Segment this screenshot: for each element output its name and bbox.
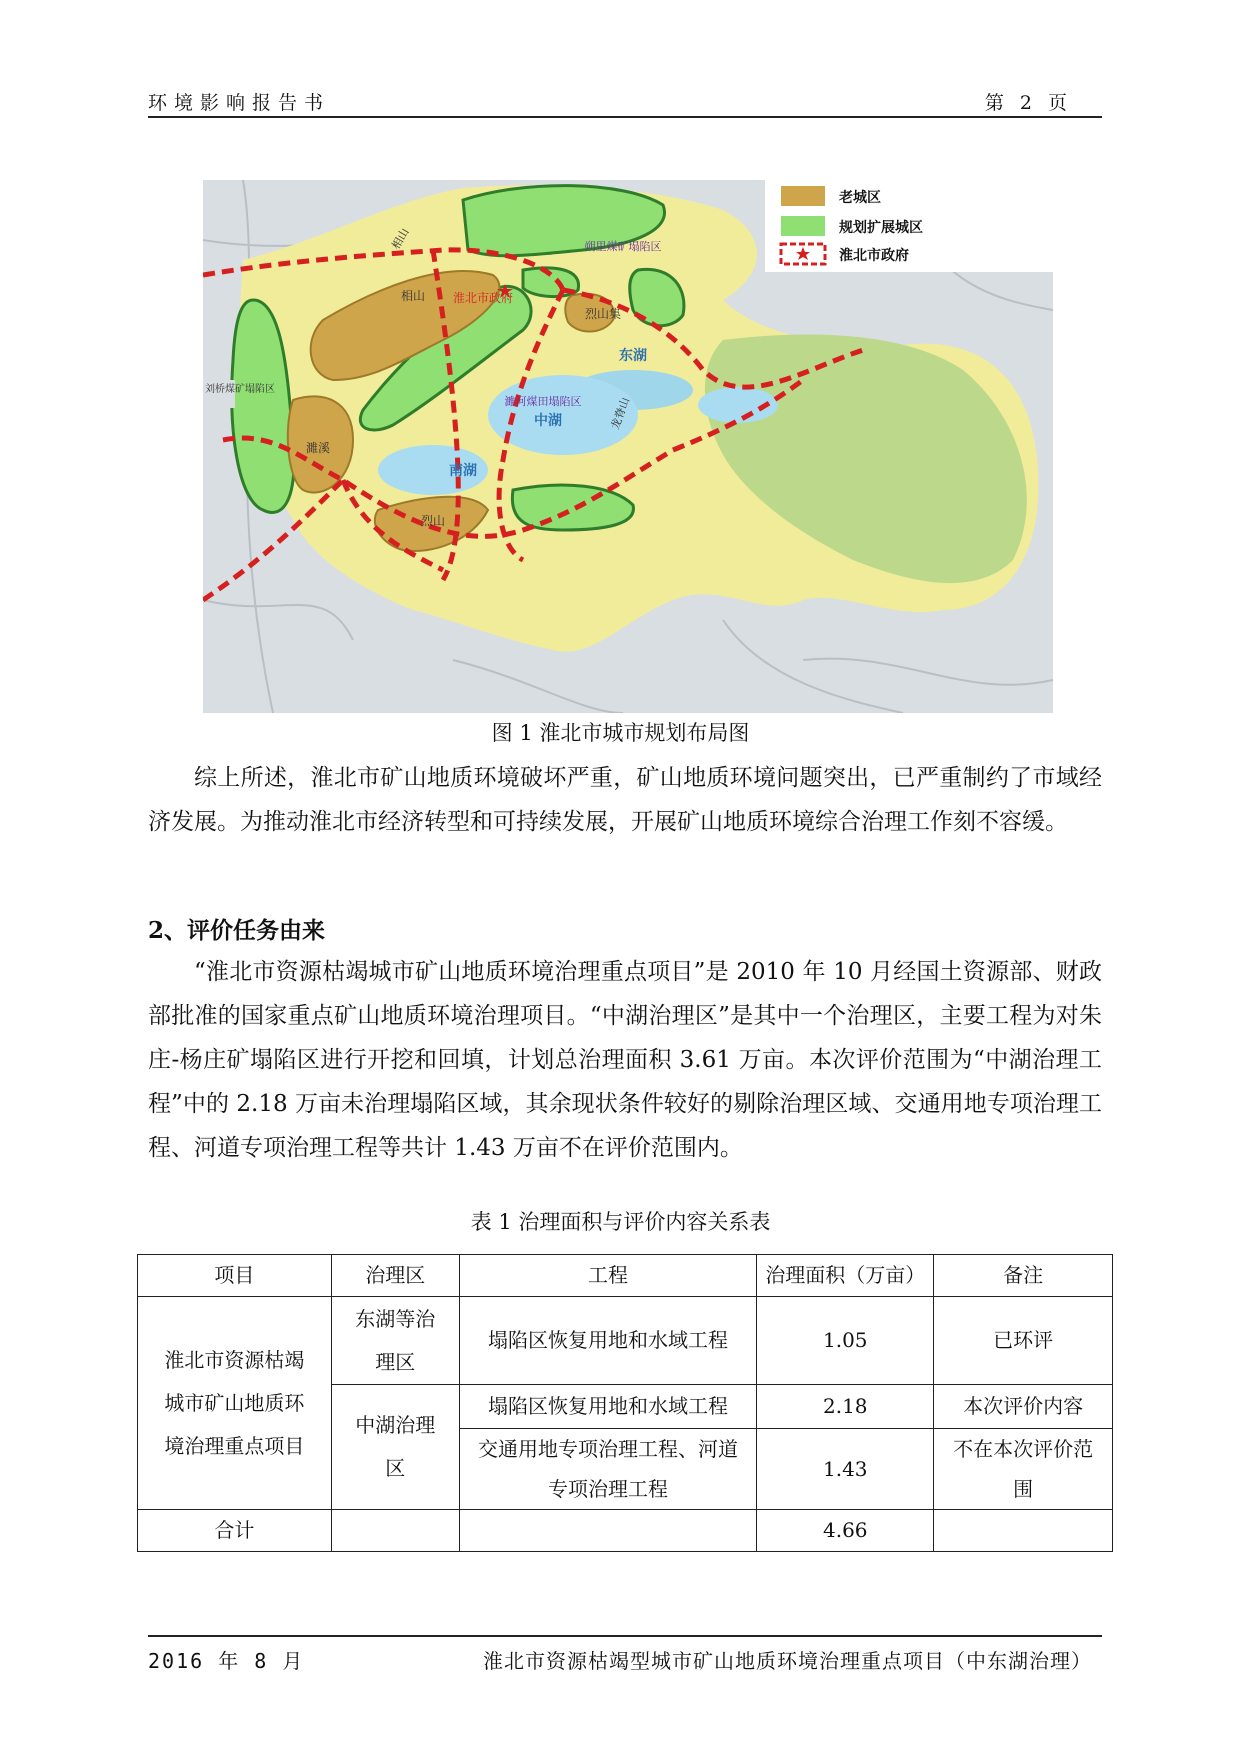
paragraph-summary: 综上所述，淮北市矿山地质环境破坏严重，矿山地质环境问题突出，已严重制约了市域经济发展。为推动淮北市经济转型和可持续发展，开展矿山地质环境综合治理工作刻不容缓。: [148, 765, 1102, 835]
legend-swatch-expansion: [781, 216, 825, 236]
map-label-longshan: 龙脊山: [608, 395, 633, 432]
cell-zone-donghu: 东湖等治理区: [331, 1297, 459, 1385]
figure-caption: 图 1 淮北市城市规划布局图: [491, 721, 750, 745]
table-total-row: [138, 1510, 1113, 1552]
legend-label-old-city: 老城区: [839, 190, 881, 206]
cell-total-label: 合计: [138, 1510, 332, 1552]
map-label-suhe: 濉河煤田塌陷区: [504, 395, 582, 408]
cell-empty: [459, 1510, 757, 1552]
section-title: 2、评价任务由来: [148, 917, 326, 944]
legend-swatch-old-city: [781, 186, 825, 206]
cell-zone-zhonghu: 中湖治理区: [331, 1385, 459, 1510]
table-header-row: [138, 1255, 1113, 1297]
map-label-shuoxi: 濉溪: [305, 441, 331, 455]
header-project: 项目: [138, 1255, 332, 1297]
cell-area: 2.18: [757, 1385, 934, 1429]
header-title: 环境影响报告书: [148, 92, 331, 114]
map-label-liuqiao: 刘桥煤矿塌陷区: [205, 384, 275, 395]
map-label-zhonghu: 中湖: [534, 413, 562, 429]
table-caption: 表 1 治理面积与评价内容关系表: [470, 1210, 771, 1234]
page-header: [148, 86, 1102, 118]
legend: [765, 180, 1053, 272]
cell-note: 不在本次评价范围: [934, 1429, 1113, 1510]
map-label-gov: 淮北市政府: [452, 291, 514, 305]
header-page-number: 第 2 页: [984, 92, 1072, 114]
map-label-donghu: 东湖: [619, 348, 647, 364]
header-zone: 治理区: [331, 1255, 459, 1297]
legend-label-expansion: 规划扩展城区: [839, 220, 923, 236]
area-relation-table: [137, 1254, 1113, 1552]
cell-area: 1.05: [757, 1297, 934, 1385]
page-footer: [148, 1635, 1102, 1673]
header-note: 备注: [934, 1255, 1113, 1297]
map-label-lieshanji: 烈山集: [584, 307, 622, 321]
cell-empty: [331, 1510, 459, 1552]
cell-total-area: 4.66: [757, 1510, 934, 1552]
footer-project-title: 淮北市资源枯竭型城市矿山地质环境治理重点项目（中东湖治理）: [483, 1649, 1092, 1673]
paragraph-task-origin: “淮北市资源枯竭城市矿山地质环境治理重点项目”是 2010 年 10 月经国土资源部、财政部批准的国家重点矿山地质环境治理项目。“中湖治理区”是其中一个治理区，主要工程为对朱庄-杨庄矿塌陷区进行开挖和回填，计划总治理面积 3.61 万亩。本次评价范围为“中湖治理工程”中的 2.18 万亩未治理塌陷区域，其余现状条件较好的剔除治理区域、交通用地专项治理工程、河道专项治理工程等共计 1.43 万亩不在评价范围内。: [148, 959, 1102, 1161]
city-plan-map: [203, 180, 1053, 713]
map-label-xiangshan: 相山: [400, 289, 426, 303]
cell-empty: [934, 1510, 1113, 1552]
map-label-lieshan: 烈山: [420, 514, 446, 528]
cell-works: 塌陷区恢复用地和水域工程: [459, 1297, 757, 1385]
header-works: 工程: [459, 1255, 757, 1297]
cell-works: 塌陷区恢复用地和水域工程: [459, 1385, 757, 1429]
cell-project-name: 淮北市资源枯竭城市矿山地质环境治理重点项目: [138, 1297, 332, 1510]
table-row: [138, 1297, 1113, 1385]
cell-area: 1.43: [757, 1429, 934, 1510]
map-label-xiangshan-north: 相山: [389, 225, 412, 252]
cell-works: 交通用地专项治理工程、河道专项治理工程: [459, 1429, 757, 1510]
map-label-shuoli: 朔里煤矿塌陷区: [584, 240, 662, 253]
legend-label-gov: 淮北市政府: [839, 248, 909, 264]
cell-note: 本次评价内容: [934, 1385, 1113, 1429]
footer-date: 2016 年 8 月: [148, 1649, 305, 1673]
header-area: 治理面积（万亩）: [757, 1255, 934, 1297]
map-drawing: [203, 180, 1053, 713]
map-label-nanhu: 南湖: [449, 463, 477, 479]
cell-note: 已环评: [934, 1297, 1113, 1385]
